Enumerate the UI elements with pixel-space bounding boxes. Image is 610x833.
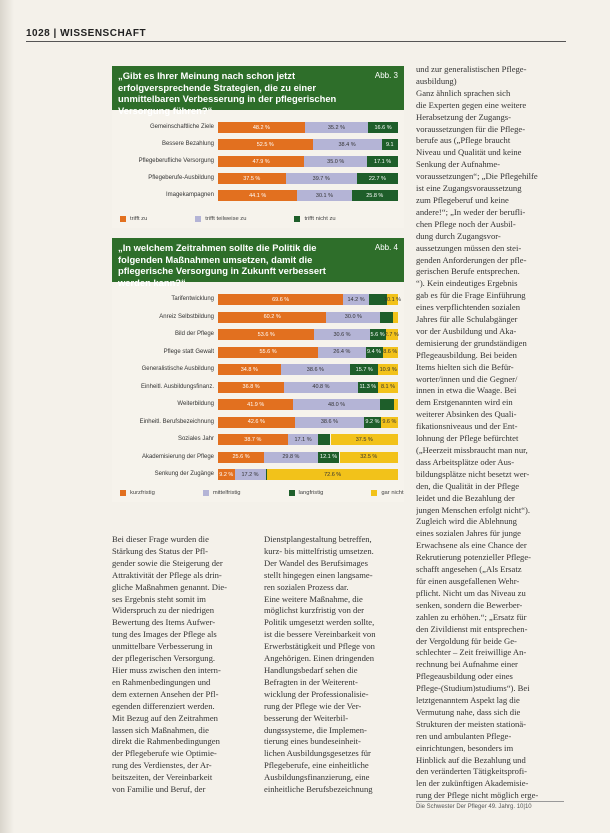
text-line: der Vergoldung für beide Ge- xyxy=(416,635,517,646)
bar-value-label: 25.6 % xyxy=(232,454,250,460)
legend-item xyxy=(203,490,241,496)
bar-value-label: 17.1 % xyxy=(294,436,312,443)
text-line: den Zivildienst mit entsprechen- xyxy=(416,623,528,634)
bar-value-label: 52.5 % xyxy=(256,141,274,148)
text-line: Pflegeberufe, eine einheitliche xyxy=(264,760,369,771)
text-line: von Familie und Beruf, der xyxy=(112,784,206,795)
bar-value-label: 9.2 % xyxy=(365,419,380,425)
bar-segment xyxy=(295,417,364,428)
text-line: gab es für die Frage Einführung xyxy=(416,290,526,301)
text-line: gender sowie die Steigerung der xyxy=(112,557,223,568)
text-line: ist eine Zugangsvoraussetzung xyxy=(416,183,522,194)
bar-segment xyxy=(318,347,366,358)
bar-segment xyxy=(366,347,383,358)
bar-segment xyxy=(218,399,293,410)
bar-segment xyxy=(381,417,398,428)
legend-label: trifft teilweise zu xyxy=(205,216,247,222)
bar-segment xyxy=(352,190,398,201)
bar-segment xyxy=(314,329,369,340)
text-line: beitszeiten, der Vereinbarkeit xyxy=(112,772,213,783)
bar-segment xyxy=(218,312,326,323)
text-line: die Experten gegen eine weitere xyxy=(416,99,527,110)
bar-value-label: 25.8 % xyxy=(366,192,384,199)
bar-value-label: 29.8 % xyxy=(282,454,300,460)
header-rule xyxy=(26,41,566,42)
bar-value-label: 35.0 % xyxy=(327,158,345,165)
text-line: tierung eines bundeseinheit- xyxy=(264,736,361,747)
text-line: für einen ausgefallenen Wehr- xyxy=(416,575,520,586)
text-line: senken, sondern die Bewerber- xyxy=(416,599,523,610)
legend-item xyxy=(294,216,335,222)
bar-value-label: 48.0 % xyxy=(328,401,346,408)
bar-segment xyxy=(218,417,295,428)
text-line: zahlen zu erhöhen.“; „Ersatz für xyxy=(416,611,527,622)
text-line: Stärkung des Status der Pfl- xyxy=(112,545,208,556)
bar-segment xyxy=(281,364,350,375)
text-line: schafft angesehen („Als Ersatz xyxy=(416,564,522,575)
bar-segment xyxy=(378,364,398,375)
bar-segment xyxy=(380,312,393,323)
bar-value-label: 72.6 % xyxy=(324,471,342,478)
bar-segment xyxy=(293,399,379,410)
category-label: Akademisierung der Pflege xyxy=(141,453,214,460)
text-line: Hier muss zwischen den intern- xyxy=(112,664,221,675)
chart-title xyxy=(112,66,404,116)
bar-segment xyxy=(235,469,266,480)
text-line: Ausbildungsfinanzierung, eine xyxy=(264,772,370,783)
text-line: Pflege-(Studium)studiums“). Bei xyxy=(416,683,530,694)
text-line: und zur generalistischen Pflege- xyxy=(416,64,527,74)
text-line: Rekrutierung potenzieller Pflege- xyxy=(416,552,532,563)
bar-segment xyxy=(284,382,357,393)
chart-figure-number: Abb. 4 xyxy=(374,243,398,252)
category-label: Generalistische Ausbildung xyxy=(141,366,214,372)
bar-value-label: 36.8 % xyxy=(242,384,260,390)
bar-segment xyxy=(394,399,398,410)
text-line: Items hielten sich die Befür- xyxy=(416,361,514,372)
text-line: ses Ergebnis steht somit im xyxy=(112,593,206,604)
bar-segment xyxy=(286,173,357,184)
text-line: direkt die Rahmenbedingungen xyxy=(112,736,220,747)
text-line: besserung der Weiterbil- xyxy=(264,712,349,723)
text-line: Vermutung nahe, dass sich die xyxy=(416,706,521,717)
bar-segment xyxy=(370,329,386,340)
bar-value-label: 17.1 % xyxy=(374,158,392,165)
text-line: demisierung der grundständigen xyxy=(416,337,527,348)
text-line: voraussetzungen“; „Die Pflegehilfe xyxy=(416,171,538,182)
legend-item xyxy=(195,216,246,222)
bar-value-label: 34.8 % xyxy=(240,366,258,373)
chart-title-text: „Gibt es Ihrer Meinung nach schon jetzt erfolgversprechende Strategien, die zu einer unmittelbaren Verbesserung in der pflegerischen Versorgung führen?“ xyxy=(118,70,337,116)
text-line: Dienstplangestaltung betreffen, xyxy=(264,534,372,544)
bar-value-label: 55.6 % xyxy=(259,349,277,355)
bar-value-label: 38.7 % xyxy=(244,436,262,443)
text-line: andere!“; „In weder der berufli- xyxy=(416,206,526,217)
bar-segment xyxy=(218,139,313,150)
text-line: rung der Pflege wie der Ver- xyxy=(264,700,362,711)
text-line: genden Anforderungen der pfle- xyxy=(416,254,527,265)
text-line: vor der Ausbildung und Aka- xyxy=(416,325,517,336)
text-line: Niveau und Qualität und keine xyxy=(416,147,522,158)
bar-value-label: 11.3 % xyxy=(359,384,377,390)
text-line: lassen sich Maßnahmen, die xyxy=(112,724,209,735)
bar-value-label: 53.6 % xyxy=(257,331,275,338)
category-label: Einheitl. Ausbildungsfinanz. xyxy=(140,383,214,390)
text-line: letztgenanntem Aspekt lag die xyxy=(416,695,520,706)
legend-item xyxy=(371,490,403,496)
legend-label: trifft zu xyxy=(130,216,148,222)
text-line: den veränderten Tätigkeitsprofi- xyxy=(416,766,528,777)
text-line: dungssysteme, die Implemen- xyxy=(264,724,367,735)
bar-segment xyxy=(331,434,399,445)
bar-segment xyxy=(297,190,351,201)
text-line: einrichtungen, besonders im xyxy=(416,742,514,753)
text-line: wicklung der Professionalisie- xyxy=(264,688,369,699)
legend-swatch xyxy=(120,490,126,496)
bar-segment xyxy=(264,452,318,463)
text-line: len der zukünftigen Akademisie- xyxy=(416,778,529,789)
bar-value-label: 39.7 % xyxy=(312,175,330,182)
bar-segment xyxy=(218,122,305,133)
category-label: Pflege statt Gewalt xyxy=(163,348,214,355)
bar-segment xyxy=(358,382,378,393)
bar-value-label: 17.2 % xyxy=(241,471,259,478)
bar-value-label: 60.2 % xyxy=(263,314,281,320)
bar-segment xyxy=(267,469,398,480)
bar-value-label: 9.2 % xyxy=(219,471,234,478)
bar-segment xyxy=(218,173,286,184)
chart-abb-3 xyxy=(112,66,404,228)
bar-segment xyxy=(368,122,398,133)
bar-value-label: 38.4 % xyxy=(338,141,356,148)
bar-value-label: 9.6 % xyxy=(382,419,397,425)
text-line: gerischen Berufe entsprechen. xyxy=(416,266,520,277)
text-line: dem Erstgenannten wird ein xyxy=(416,397,513,408)
text-line: egenden differenziert werden. xyxy=(112,700,215,711)
text-line: Politik umgesetzt werden sollte, xyxy=(264,617,375,628)
bar-value-label: 42.6 % xyxy=(247,419,265,425)
text-line: voraussetzungen für die Pflege- xyxy=(416,123,526,134)
bar-segment xyxy=(218,469,235,480)
text-line: unmittelbare Verbesserung in xyxy=(112,641,213,652)
text-line: einheitliche Berufsbezeichnung xyxy=(264,784,373,795)
bar-segment xyxy=(218,294,343,305)
bar-segment xyxy=(218,452,264,463)
bar-value-label: 38.6 % xyxy=(306,366,324,373)
text-line: der Pflegeberufe wie Optimie- xyxy=(112,748,217,759)
text-line: dem externen Ansehen der Pfl- xyxy=(112,688,219,699)
bar-value-label: 37.5 % xyxy=(243,175,261,182)
text-line: weiterer Absinken des Quali- xyxy=(416,409,517,420)
category-label: Bild der Pflege xyxy=(174,331,214,337)
text-line: pflicht. Nicht um das Niveau zu xyxy=(416,587,526,598)
legend-swatch xyxy=(371,490,377,496)
text-line: möglichst kurzfristig von der xyxy=(264,605,365,616)
bar-segment xyxy=(386,329,398,340)
category-label: Anreiz Selbstbildung xyxy=(159,313,214,320)
text-line: rechnung bei Aufnahme einer xyxy=(416,659,518,670)
bar-segment xyxy=(326,312,380,323)
text-line: dass Arbeitsplätze oder Aus- xyxy=(416,456,515,467)
text-line: kurz- bis mittelfristig umsetzen. xyxy=(264,545,374,556)
bar-segment xyxy=(218,329,314,340)
bar-segment xyxy=(218,347,318,358)
text-line: Mit Bezug auf den Zeitrahmen xyxy=(112,712,218,723)
text-line: tung des Images der Pflege als xyxy=(112,629,217,640)
bar-value-label: 14.2 % xyxy=(347,296,365,303)
text-line: rung des Verdienstes, der Ar- xyxy=(112,760,212,771)
bar-segment xyxy=(318,452,340,463)
text-line: Attraktivität der Pflege als drin- xyxy=(112,569,222,580)
category-label: Senkung der Zugänge xyxy=(154,471,214,477)
text-line: Herabsetzung der Zugangs- xyxy=(416,111,511,122)
text-line: “). Kein eindeutiges Ergebnis xyxy=(416,278,518,289)
bar-value-label: 32.5 % xyxy=(360,454,378,460)
text-line: eines sozialen Jahres für junge xyxy=(416,528,521,539)
text-line: gliche Maßnahmen genannt. Die- xyxy=(112,581,228,592)
category-label: Weiterbildung xyxy=(177,401,214,407)
text-line: Widerspruch zu der niedrigen xyxy=(112,605,215,616)
text-column-right xyxy=(416,64,564,802)
text-line: zum Pflegeberuf und keine xyxy=(416,194,509,205)
text-line: ren und ambulanten Pflege- xyxy=(416,730,512,741)
legend-swatch xyxy=(294,216,300,222)
text-line: den, die Qualität in der Pflege xyxy=(416,480,520,491)
bar-segment xyxy=(318,434,330,445)
legend-swatch xyxy=(203,490,209,496)
bar-value-label: 15.7 % xyxy=(355,366,373,373)
bar-value-label: 22.7 % xyxy=(368,175,386,182)
bar-value-label: 26.4 % xyxy=(333,349,351,355)
text-line: Eine weitere Maßnahme, die xyxy=(264,593,363,604)
chart-legend xyxy=(120,490,404,496)
text-line: chen Pflege noch der Ausbil- xyxy=(416,218,516,229)
bar-value-label: 2.7 % xyxy=(384,331,399,338)
bar-segment xyxy=(383,347,398,358)
text-line: Bewertung des Items Aufwer- xyxy=(112,617,216,628)
legend-swatch xyxy=(289,490,295,496)
bar-value-label: 38.6 % xyxy=(320,419,338,425)
text-column-middle xyxy=(264,534,410,796)
text-line: Zugleich wird die Ablehnung xyxy=(416,516,517,527)
text-line: leidet und die Bezahlung der xyxy=(416,492,515,503)
category-label: Bessere Bezahlung xyxy=(161,141,214,147)
legend-item xyxy=(120,490,155,496)
legend-swatch xyxy=(195,216,201,222)
bar-value-label: 10.9 % xyxy=(379,366,397,373)
bar-value-label: 8.6 % xyxy=(383,349,398,355)
category-label: Pflegeberufliche Versorgung xyxy=(138,158,214,164)
bar-segment xyxy=(343,294,369,305)
bar-value-label: 5.6 % xyxy=(370,331,385,338)
bar-segment xyxy=(367,156,398,167)
chart-legend xyxy=(120,216,336,222)
bar-value-label: 30.6 % xyxy=(333,331,351,338)
text-line: schlechter – Zeit freiwillige An- xyxy=(416,647,527,658)
bar-segment xyxy=(350,364,378,375)
text-line: lichen Ausbildungsgesetzes für xyxy=(264,748,371,759)
legend-label: langfristig xyxy=(298,490,324,496)
chart-title-text: „In welchem Zeitrahmen sollte die Politik die folgenden Maßnahmen umsetzen, damit die pflegerische Versorgung in Zukunft verbessert werden kann?“ xyxy=(118,242,326,288)
bar-segment xyxy=(382,139,398,150)
text-line: bildungsplätze nicht besetzt wer- xyxy=(416,468,530,479)
bar-segment xyxy=(313,139,382,150)
bar-value-label: 16.6 % xyxy=(374,124,392,131)
text-line: Pflegeausbildung. Bei beiden xyxy=(416,349,517,360)
text-line: Erwerbstätigkeit und Pflege von xyxy=(264,641,375,652)
bar-segment xyxy=(378,382,398,393)
chart-abb-4 xyxy=(112,238,404,502)
bar-segment xyxy=(305,122,368,133)
text-line: Handlungsbedarf sehen die xyxy=(264,664,358,675)
bar-segment xyxy=(218,364,281,375)
text-line: fikationsniveaus und der Ent- xyxy=(416,421,518,432)
text-line: Befragten in der Weiterent- xyxy=(264,676,358,687)
bar-segment xyxy=(304,156,367,167)
text-line: berufe aus („Pflege braucht xyxy=(416,135,511,146)
legend-label: gar nicht xyxy=(381,490,404,496)
bar-value-label: 44.1 % xyxy=(249,192,267,199)
text-line: innen in etwa die Waage. Bei xyxy=(416,385,517,396)
text-line: („Heerzeit missbraucht man nur, xyxy=(416,445,528,455)
text-line: Ganz ähnlich sprachen sich xyxy=(416,87,511,98)
text-line: stellt hingegen einen langsame- xyxy=(264,569,373,580)
legend-item xyxy=(120,216,147,222)
bar-segment xyxy=(364,417,381,428)
bar-value-label: 41.9 % xyxy=(247,401,265,408)
category-label: Gemeinschaftliche Ziele xyxy=(149,124,214,130)
category-label: Einheitl. Berufsbezeichnung xyxy=(139,418,214,425)
text-line: Hinblick auf die Bezahlung und xyxy=(416,754,526,765)
category-label: Pflegeberufe-Ausbildung xyxy=(148,175,214,181)
text-line: jungen Menschen erfolgt nicht“). xyxy=(416,504,531,515)
bar-value-label: 40.8 % xyxy=(312,384,330,390)
bar-segment xyxy=(218,434,288,445)
bar-value-label: 9.4 % xyxy=(367,349,382,355)
text-line: Erwachsene als eine Chance der xyxy=(416,540,527,551)
bar-value-label: 37.5 % xyxy=(355,436,373,443)
text-line: eines verpflichtenden sozialen xyxy=(416,302,521,313)
bar-value-label: 48.2 % xyxy=(252,124,270,131)
footer-rule xyxy=(416,801,564,802)
chart-figure-number: Abb. 3 xyxy=(374,71,398,80)
text-line: en Rahmenbedingungen und xyxy=(112,676,211,687)
text-line: Angehörigen. Einen dringenden xyxy=(264,653,375,664)
bar-segment xyxy=(357,173,398,184)
legend-label: kurzfristig xyxy=(130,490,155,496)
bar-value-label: 9.1 xyxy=(385,141,394,148)
bar-value-label: 12.1 % xyxy=(320,454,338,460)
text-line: rung der Pflege nicht möglich erge- xyxy=(416,790,539,801)
legend-swatch xyxy=(120,216,126,222)
page-header: 1028 | WISSENSCHAFT xyxy=(26,28,147,39)
legend-label: trifft nicht zu xyxy=(304,216,336,222)
bar-value-label: 35.2 % xyxy=(327,124,345,131)
bar-segment xyxy=(380,399,394,410)
bar-value-label: 30.0 % xyxy=(344,314,362,320)
text-line: Senkung der Aufnahme- xyxy=(416,159,501,170)
text-column-left xyxy=(112,534,258,796)
text-line: Bei dieser Frage wurden die xyxy=(112,534,209,544)
bar-value-label: 10.1 % xyxy=(383,296,402,303)
text-line: Jahres für alle Schulabgänger xyxy=(416,314,518,325)
text-line: ren sozialen Prozess dar. xyxy=(264,581,349,592)
category-label: Imagekampagnen xyxy=(165,192,214,198)
text-line: Der Wandel des Berufsimages xyxy=(264,557,368,568)
legend-label: mittelfristig xyxy=(212,490,241,496)
bar-value-label: 8.1 % xyxy=(380,384,396,390)
bar-segment xyxy=(218,156,304,167)
bar-segment xyxy=(288,434,319,445)
bar-value-label: 47.9 % xyxy=(252,158,270,165)
chart-title xyxy=(112,238,404,288)
bar-value-label: 30.1 % xyxy=(315,192,334,199)
text-line: der pflegerischen Versorgung. xyxy=(112,653,216,664)
text-line: Strukturen der meisten stationä- xyxy=(416,718,527,729)
bar-segment xyxy=(383,294,402,305)
text-line: worter/innen und die Gegner/ xyxy=(416,373,518,384)
text-line: aussetzungen müssen den stei- xyxy=(416,242,522,253)
legend-item xyxy=(289,490,324,496)
text-line: Pflegeausbildung oder eines xyxy=(416,671,513,682)
page-footer: Die Schwester Der Pfleger 49. Jahrg. 10|10 xyxy=(416,804,532,810)
text-line: ausbildung) xyxy=(416,75,457,86)
text-line: lohnung der Pflege befürchtet xyxy=(416,433,519,444)
bar-segment xyxy=(393,312,398,323)
bar-value-label: 69.6 % xyxy=(272,296,290,303)
category-label: Soziales Jahr xyxy=(177,436,214,442)
text-line: ist die bessere Vereinbarkeit von xyxy=(264,629,376,640)
category-label: Tarifentwicklung xyxy=(171,296,214,302)
text-line: dung durch Zugangsvor- xyxy=(416,230,501,241)
bar-segment xyxy=(218,190,297,201)
bar-segment xyxy=(218,382,284,393)
bar-segment xyxy=(340,452,399,463)
